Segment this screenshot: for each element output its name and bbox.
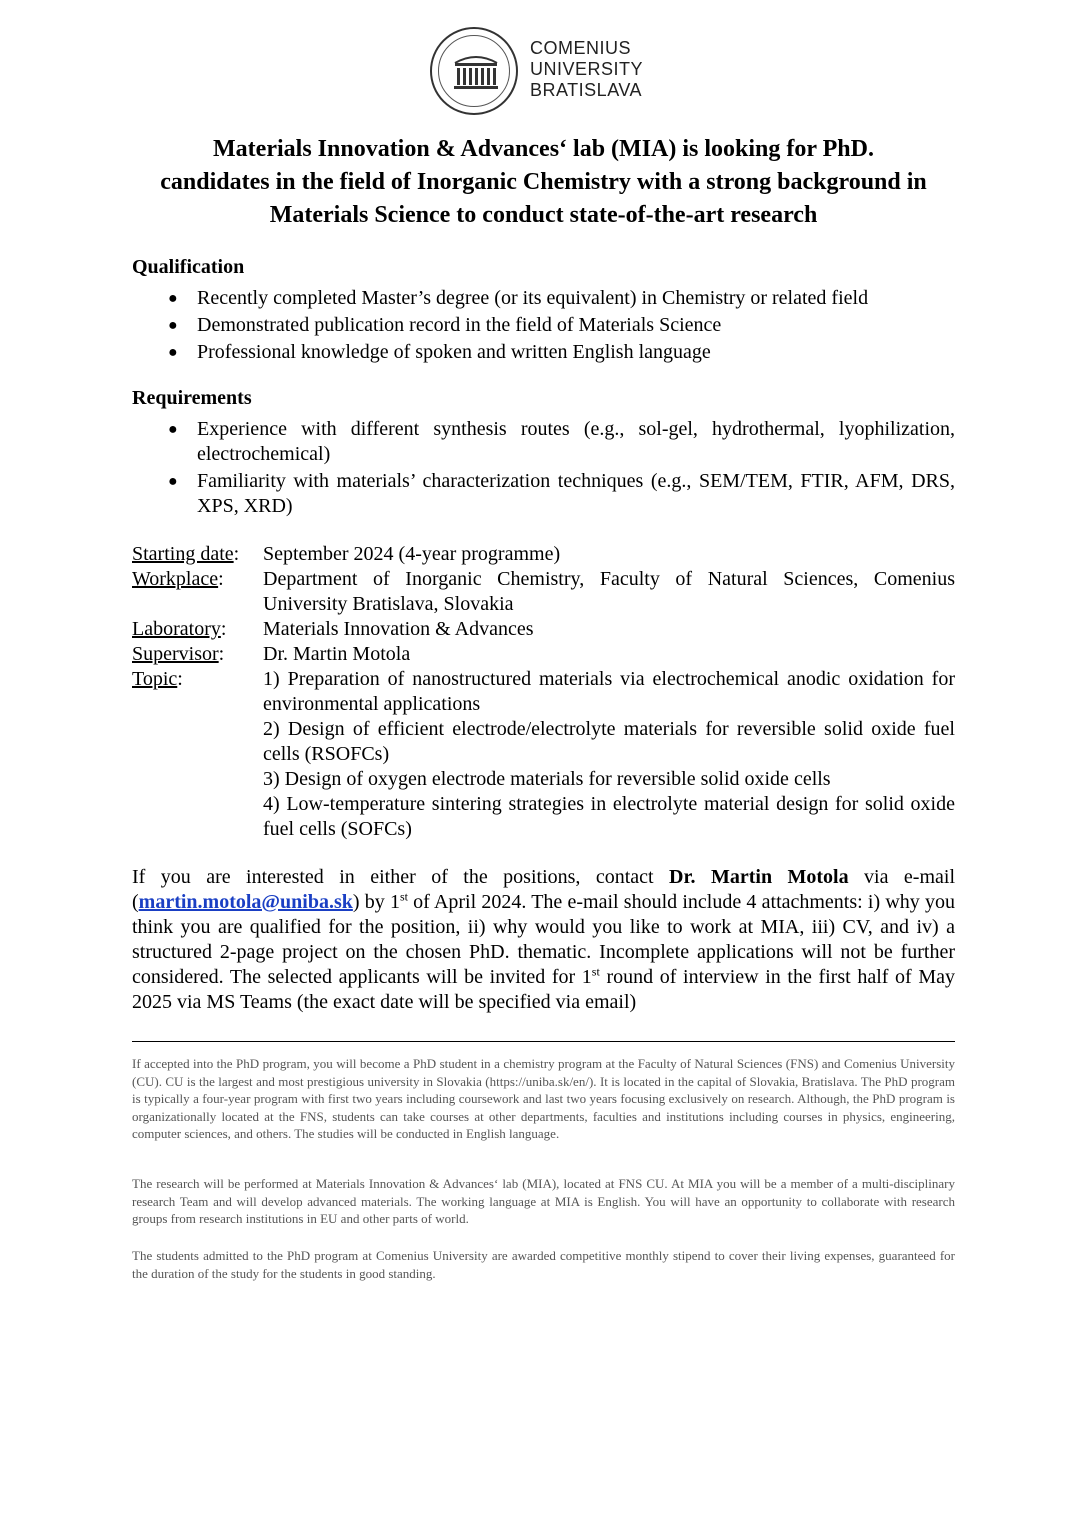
starting-date-label: Starting date	[132, 543, 234, 565]
email-link[interactable]: martin.motola@uniba.sk	[138, 891, 353, 913]
supervisor-name: Dr. Martin Motola	[669, 866, 849, 888]
note-stipend: The students admitted to the PhD program at Comenius University are awarded competitive monthly stipend to cover their living expenses, guaranteed for the duration of the study for the students in good standing.	[132, 1248, 955, 1281]
university-logo	[430, 27, 650, 117]
list-item: ● Experience with different synthesis routes (e.g., sol-gel, hydrothermal, lyophilization, electrochemical)	[168, 418, 955, 465]
list-item: ● Familiarity with materials’ characterization techniques (e.g., SEM/TEM, FTIR, AFM, DRS, XPS, XRD)	[168, 470, 955, 517]
title-line-3: Materials Science to conduct state-of-the-art research	[269, 202, 818, 228]
note-program: If accepted into the PhD program, you will become a PhD student in a chemistry program at the Faculty of Natural Sciences (FNS) and Comenius University (CU). CU is the largest and most prestigious university in Slovakia (https://uniba.sk/en/). It is located in the capital of Slovakia, Bratislava. The PhD program is typically a four-year program with first two years including coursework and last two years focusing exclusively on research. Although, the PhD program is organizationally located at the FNS, students can take courses at other departments, faculties and institutions including courses in physics, engineering, computer sciences, and others. The studies will be conducted in English language.	[132, 1056, 955, 1141]
requirements-list	[132, 417, 955, 521]
qualification-list	[132, 286, 955, 367]
detail-row-workplace: Workplace: Department of Inorganic Chemistry, Faculty of Natural Sciences, Comenius University Bratislava, Slovakia	[132, 568, 955, 615]
supervisor-label: Supervisor	[132, 643, 219, 665]
note-research: The research will be performed at Materials Innovation & Advances‘ lab (MIA), located at FNS CU. At MIA you will be a member of a multi-disciplinary research Team and will develop advanced materials. The working language at MIA is English. You will have an opportunity to collaborate with research groups from research institutions in EU and other parts of world.	[132, 1176, 955, 1226]
list-item: ● Demonstrated publication record in the field of Materials Science	[168, 314, 722, 336]
laboratory-value: Materials Innovation & Advances	[263, 618, 534, 640]
contact-paragraph: If you are interested in either of the positions, contact Dr. Martin Motola via e-mail (martin.motola@uniba.sk) by 1st of April 2024. The e-mail should include 4 attachments: i) why you think you are qualified for the position, ii) why would you like to work at MIA, iii) CV, and iv) a structured 2-page project on the chosen PhD. thematic. Incomplete applications will not be further considered. The selected applicants will be invited for 1st round of interview in the first half of May 2025 via MS Teams (the exact date will be specified via email)	[132, 866, 956, 1013]
topic-item: 2) Design of efficient electrode/electrolyte materials for reversible solid oxide fuel cells (RSOFCs)	[263, 718, 955, 765]
university-name	[530, 38, 643, 101]
position-details	[132, 542, 955, 842]
topic-list	[263, 667, 955, 842]
topic-item: 1) Preparation of nanostructured materials via electrochemical anodic oxidation for environmental applications	[263, 668, 955, 715]
qualification-heading: Qualification	[132, 256, 245, 278]
logo-line-3: BRATISLAVA	[530, 80, 643, 100]
list-item: ● Professional knowledge of spoken and written English language	[168, 341, 711, 363]
logo-line-1: COMENIUS	[530, 38, 632, 58]
page-title	[132, 133, 955, 232]
workplace-value: Department of Inorganic Chemistry, Faculty of Natural Sciences, Comenius University Bratislava, Slovakia	[263, 568, 955, 615]
logo-line-2: UNIVERSITY	[530, 59, 644, 79]
topic-label: Topic	[132, 668, 178, 690]
workplace-label: Workplace	[132, 568, 219, 590]
topic-item: 3) Design of oxygen electrode materials for reversible solid oxide cells	[263, 768, 831, 790]
laboratory-label: Laboratory	[132, 618, 221, 640]
supervisor-value: Dr. Martin Motola	[263, 643, 411, 665]
list-item: ● Recently completed Master’s degree (or its equivalent) in Chemistry or related field	[168, 287, 869, 309]
detail-row-starting-date: Starting date: September 2024 (4-year programme)	[132, 542, 955, 567]
starting-date-value: September 2024 (4-year programme)	[263, 543, 561, 565]
divider	[132, 1041, 955, 1042]
detail-row-topic: Topic: 1) Preparation of nanostructured materials via electrochemical anodic oxidation for environmental applications 2) Design of efficient electrode/electrolyte materials for reversible solid oxide fuel cells (RSOFCs) 3) Design of oxygen electrode materials for reversible solid oxide cells 4) Low-temperature sintering strategies in electrolyte material design for solid oxide fuel cells (SOFCs)	[132, 668, 955, 840]
title-line-1: Materials Innovation & Advances‘ lab (MIA) is looking for PhD.	[213, 136, 874, 162]
detail-row-supervisor: Supervisor: Dr. Martin Motola	[132, 642, 955, 667]
university-building-icon	[430, 27, 518, 115]
requirements-heading: Requirements	[132, 387, 252, 409]
title-line-2: candidates in the field of Inorganic Chemistry with a strong background in	[160, 169, 927, 195]
topic-item: 4) Low-temperature sintering strategies in electrolyte material design for solid oxide fuel cells (SOFCs)	[263, 793, 955, 840]
detail-row-laboratory: Laboratory: Materials Innovation & Advances	[132, 617, 955, 642]
